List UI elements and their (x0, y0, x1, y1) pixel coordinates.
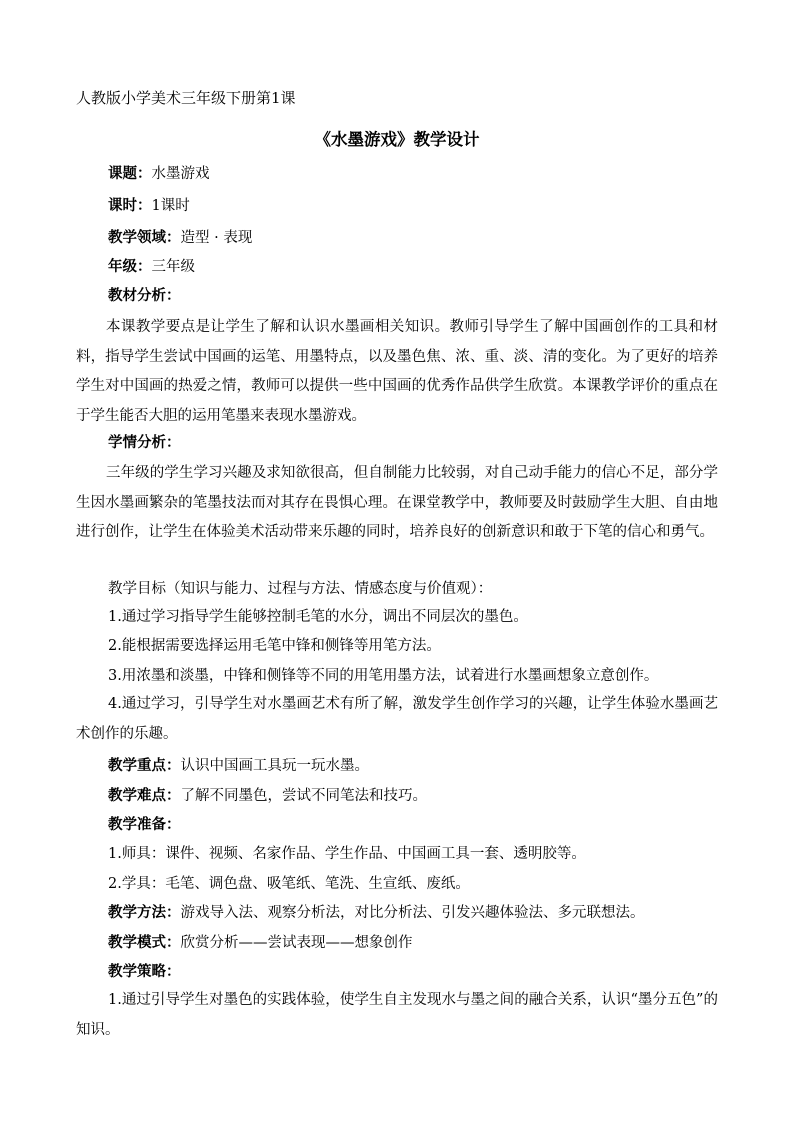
grade-value: 三年级 (151, 259, 195, 275)
strategy-item: 1.通过引导学生对墨色的实践体验，使学生自主发现水与墨之间的融合关系，认识“墨分五色”的知识。 (76, 992, 718, 1038)
student-text: 三年级的学生学习兴趣及求知欲很高，但自制能力比较弱，对自己动手能力的信心不足，部分学生因水墨画繁杂的笔墨技法而对其存在畏惧心理。在课堂教学中，教师要及时鼓励学生大胆、自由地进行创作，让学生在体验美术活动带来乐趣的同时，培养良好的创新意识和敢于下笔的信心和勇气。 (76, 465, 718, 541)
period-label: 课时： (108, 197, 152, 214)
domain-value: 造型 · 表现 (180, 230, 253, 246)
domain-field (108, 228, 252, 248)
period-field (108, 196, 190, 216)
goal-item: 2.能根据需要选择运用毛笔中锋和侧锋等用笔方法。 (108, 638, 441, 654)
difficulty-field (108, 786, 427, 806)
strategy-heading: 教学策略： (108, 963, 181, 980)
difficulty-value: 了解不同墨色，尝试不同笔法和技巧。 (180, 788, 427, 804)
grade-field (108, 257, 195, 277)
topic-label: 课题： (108, 165, 152, 182)
mode-label: 教学模式： (108, 934, 181, 951)
prep-heading: 教学准备： (108, 816, 181, 833)
prep-item: 2.学具：毛笔、调色盘、吸笔纸、笔洗、生宣纸、废纸。 (108, 876, 470, 892)
topic-value: 水墨游戏 (151, 166, 210, 182)
period-value: 1课时 (151, 198, 190, 214)
method-field (108, 903, 645, 923)
series-header: 人教版小学美术三年级下册第1课 (76, 89, 296, 107)
material-text: 本课教学要点是让学生了解和认识水墨画相关知识。教师引导学生了解中国画创作的工具和材料，指导学生尝试中国画的运笔、用墨特点，以及墨色焦、浓、重、淡、清的变化。为了更好的培养学生对中国画的热爱之情，教师可以提供一些中国画的优秀作品供学生欣赏。本课教学评价的重点在于学生能否大胆的运用笔墨来表现水墨游戏。 (76, 319, 718, 424)
method-value: 游戏导入法、观察分析法，对比分析法、引发兴趣体验法、多元联想法。 (180, 905, 645, 921)
goal-item: 1.通过学习指导学生能够控制毛笔的水分，调出不同层次的墨色。 (108, 609, 528, 625)
mode-field (108, 933, 413, 953)
grade-label: 年级： (108, 258, 152, 275)
prep-item: 1.师具：课件、视频、名家作品、学生作品、中国画工具一套、透明胶等。 (108, 846, 586, 862)
material-heading: 教材分析： (108, 287, 181, 304)
difficulty-label: 教学难点： (108, 787, 181, 804)
mode-value: 欣赏分析——尝试表现——想象创作 (180, 935, 413, 951)
domain-label: 教学领域： (108, 229, 181, 246)
key-point-label: 教学重点： (108, 757, 181, 774)
page-title: 《水墨游戏》教学设计 (314, 130, 480, 149)
student-heading: 学情分析： (108, 434, 181, 451)
goals-heading: 教学目标（知识与能力、过程与方法、情感态度与价值观）： (108, 581, 493, 597)
key-point-value: 认识中国画工具玩一玩水墨。 (180, 758, 369, 774)
key-point-field (108, 756, 369, 776)
goal-item: 3.用浓墨和淡墨，中锋和侧锋等不同的用笔用墨方法，试着进行水墨画想象立意创作。 (108, 668, 659, 684)
topic-field (108, 164, 210, 184)
method-label: 教学方法： (108, 904, 181, 921)
goal-item: 4.通过学习，引导学生对水墨画艺术有所了解，激发学生创作学习的兴趣，让学生体验水墨画艺术创作的乐趣。 (76, 696, 718, 742)
